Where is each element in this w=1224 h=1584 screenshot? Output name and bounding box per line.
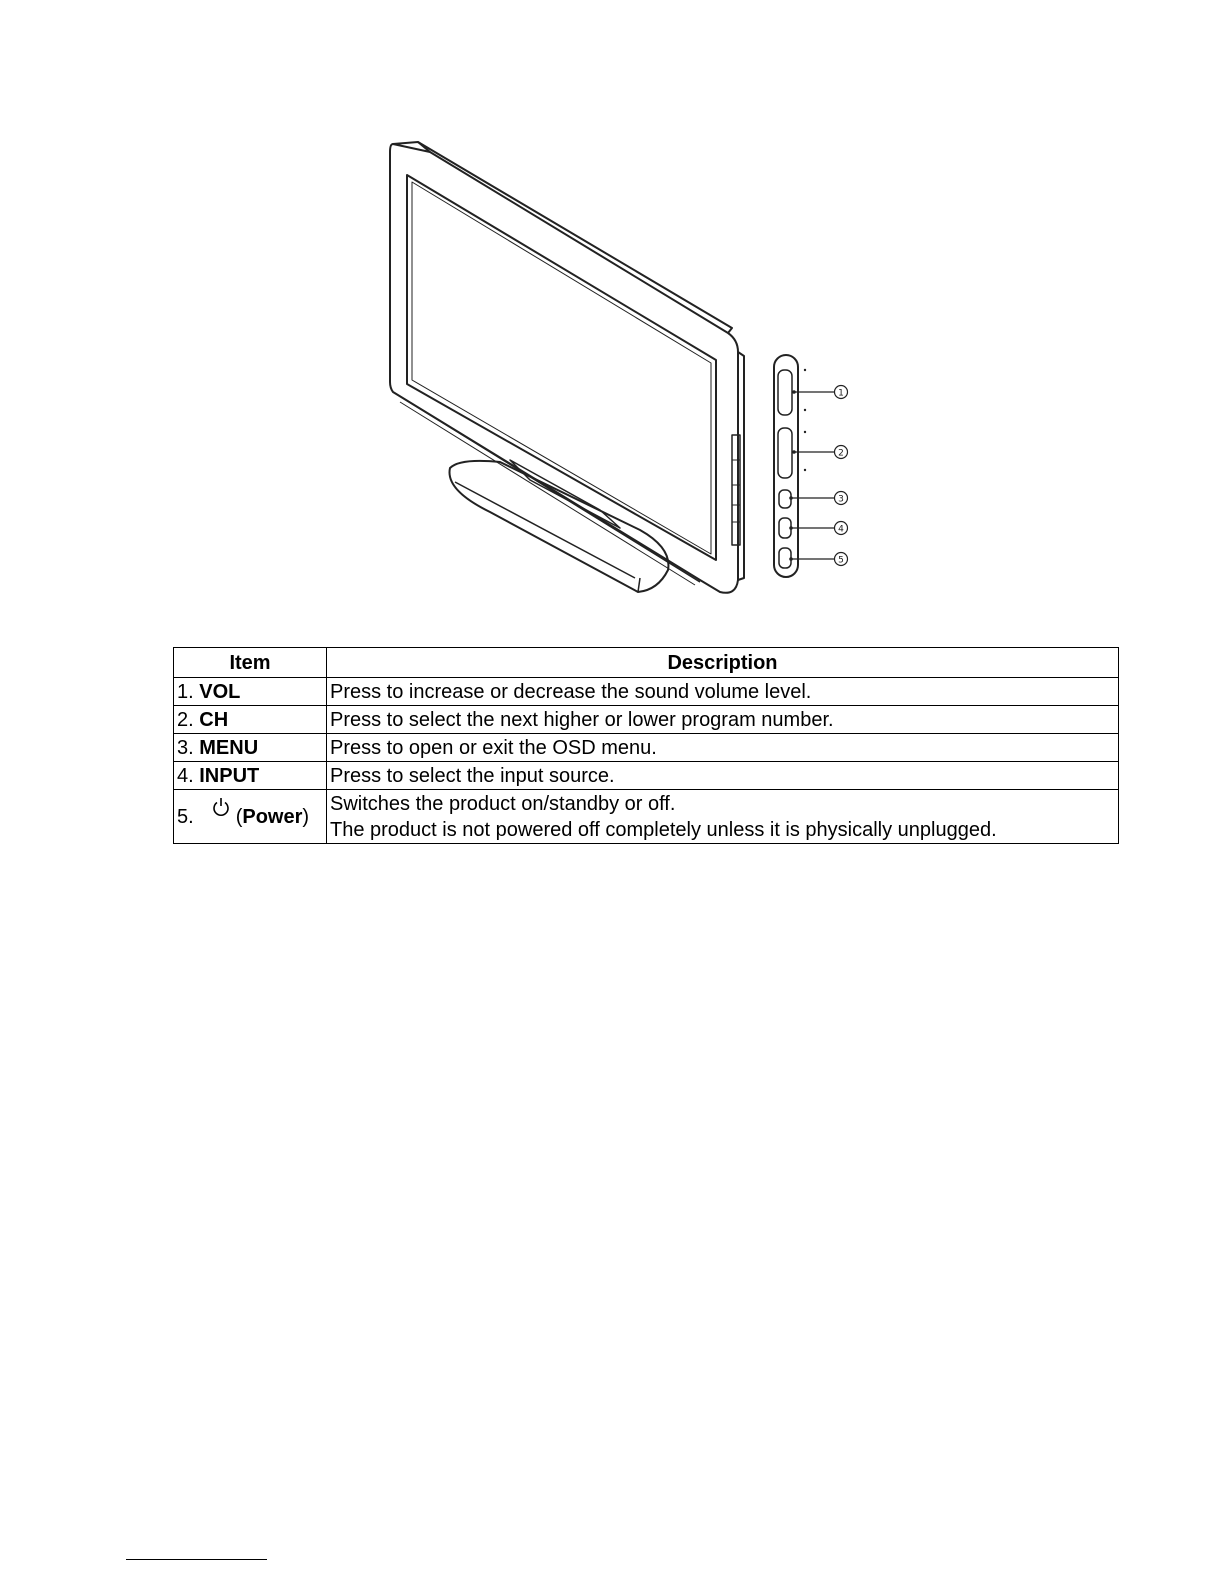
description-line-1: Switches the product on/standby or off. [330, 793, 676, 815]
callout-1: 1 [838, 388, 844, 399]
description-cell: Press to select the next higher or lower program number. [327, 706, 1119, 734]
callout-4: 4 [838, 524, 844, 535]
callout-5: 5 [838, 555, 844, 566]
item-number: 2. [177, 709, 194, 731]
power-button-shape [779, 548, 791, 568]
table-row [174, 678, 1119, 706]
callout-3: 3 [838, 494, 844, 505]
table-row [174, 734, 1119, 762]
callout-2: 2 [838, 448, 844, 459]
vol-button-shape [778, 370, 792, 415]
item-cell [174, 734, 327, 762]
description-cell: Press to open or exit the OSD menu. [327, 734, 1119, 762]
description-cell: Press to increase or decrease the sound volume level. [327, 678, 1119, 706]
paren-open: ( [235, 806, 243, 828]
item-number: 3. [177, 737, 194, 759]
description-line-2: The product is not powered off completely unless it is physically unplugged. [330, 819, 997, 841]
monitor-base [450, 461, 669, 592]
item-key: VOL [199, 681, 241, 703]
item-number: 5. [177, 806, 194, 828]
table-row [174, 790, 1119, 844]
description-cell [327, 790, 1119, 844]
item-key: INPUT [199, 765, 260, 787]
controls-table [173, 647, 1119, 844]
table-row [174, 762, 1119, 790]
footnote-separator [126, 1559, 267, 1560]
item-number: 4. [177, 765, 194, 787]
header-item: Item [174, 648, 327, 678]
monitor-bezel [390, 144, 738, 593]
monitor-diagram [360, 130, 880, 610]
menu-button-shape [779, 490, 791, 508]
description-cell: Press to select the input source. [327, 762, 1119, 790]
item-key: Power [242, 806, 303, 828]
table-row [174, 706, 1119, 734]
table-header-row [174, 648, 1119, 678]
ch-button-shape [778, 428, 792, 478]
item-number: 1. [177, 681, 194, 703]
item-key: CH [199, 709, 229, 731]
item-cell [174, 762, 327, 790]
button-panel-detail [774, 355, 848, 577]
power-icon [210, 796, 232, 820]
item-cell [174, 790, 327, 844]
item-key: MENU [199, 737, 259, 759]
header-description: Description [327, 648, 1119, 678]
item-cell [174, 678, 327, 706]
item-cell [174, 706, 327, 734]
paren-close: ) [302, 806, 310, 828]
